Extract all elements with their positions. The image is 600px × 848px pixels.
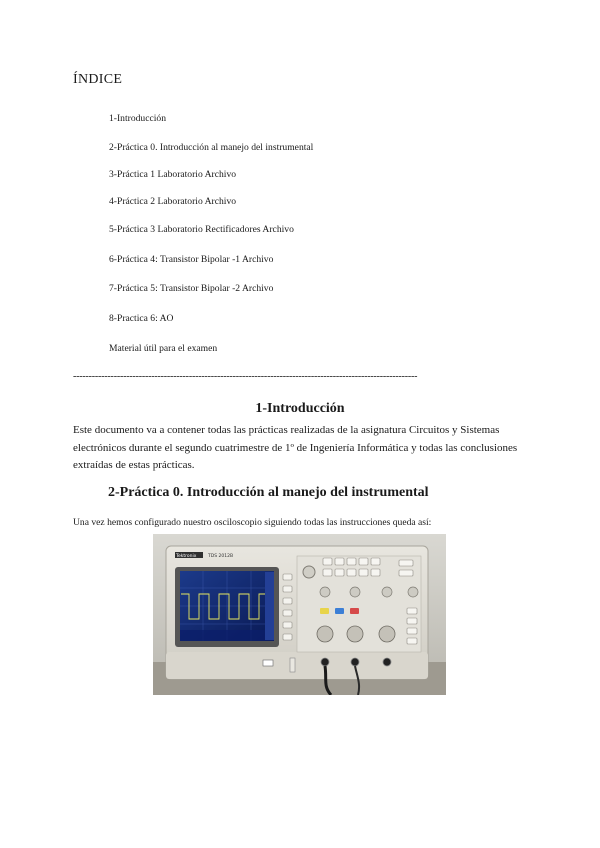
toc-item-practica-1[interactable]: 3-Práctica 1 Laboratorio Archivo <box>109 169 237 180</box>
toc-item-material-examen[interactable]: Material útil para el examen <box>109 343 218 354</box>
math-button <box>350 608 359 614</box>
screen-menu-column <box>265 572 274 640</box>
oscilloscope-photo <box>153 534 446 695</box>
multipurpose-knob <box>303 566 315 578</box>
toc-item-practica-0[interactable]: 2-Práctica 0. Introducción al manejo del instrumental <box>109 142 314 153</box>
toc-item-practica-2[interactable]: 4-Práctica 2 Laboratorio Archivo <box>109 196 237 207</box>
screen-noise-band <box>180 630 274 641</box>
channel-1-button <box>320 608 329 614</box>
toc-item-introduccion[interactable]: 1-Introducción <box>109 113 167 124</box>
index-title: ÍNDICE <box>73 72 123 87</box>
section-2-heading: 2-Práctica 0. Introducción al manejo del instrumental <box>108 485 429 500</box>
toc-item-practica-6[interactable]: 8-Practica 6: AO <box>109 313 174 324</box>
model-label: TDS 2012B <box>208 554 234 559</box>
toc-item-practica-5[interactable]: 7-Práctica 5: Transistor Bipolar -2 Archivo <box>109 283 274 294</box>
toc-item-practica-4[interactable]: 6-Práctica 4: Transistor Bipolar -1 Archivo <box>109 254 274 265</box>
section-1-heading: 1-Introducción <box>255 401 345 416</box>
channel-2-button <box>335 608 344 614</box>
section-2-paragraph: Una vez hemos configurado nuestro osciloscopio siguiendo todas las instrucciones queda así: <box>73 517 432 528</box>
volts-div-knobs <box>317 626 395 642</box>
usb-port <box>263 660 273 666</box>
brand-label: Tektronix <box>176 554 197 559</box>
section-1-paragraph: Este documento va a contener todas las prácticas realizadas de la asignatura Circuitos y Sistemas electrónicos durante el segundo cuatrimestre de 1º de Ingeniería Informática y todas las conclusiones extraídas de estas prácticas. <box>73 424 518 471</box>
section-divider: -------------------------------------------------------------------------------------------------------------- <box>73 371 418 382</box>
toc-item-practica-3[interactable]: 5-Práctica 3 Laboratorio Rectificadores Archivo <box>109 224 294 235</box>
power-switch <box>290 658 295 672</box>
